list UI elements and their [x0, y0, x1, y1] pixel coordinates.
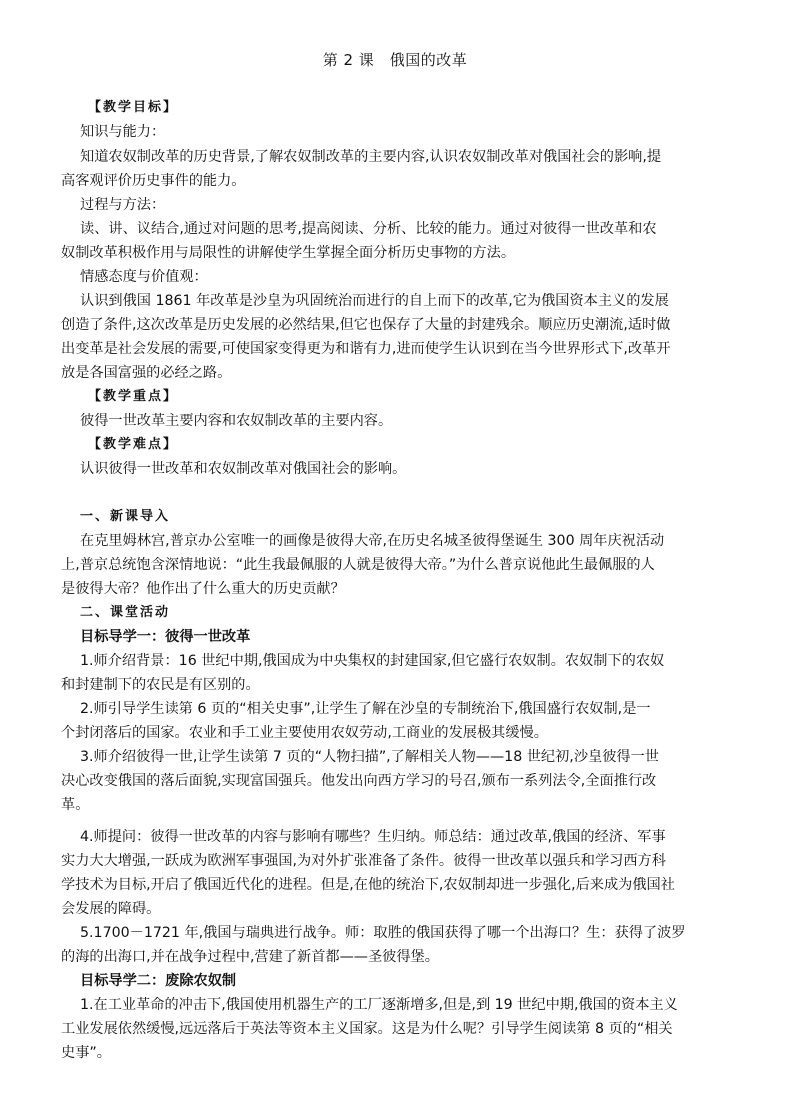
section-heading-classroom: 二、课堂活动 — [80, 605, 171, 620]
paragraph-line: 和封建制下的农民是有区别的。 — [61, 677, 260, 693]
subheading-process-method: 过程与方法： — [80, 197, 166, 213]
paragraph-line: 认识彼得一世改革和农奴制改革对俄国社会的影响。 — [80, 461, 407, 477]
paragraph-line: 是彼得大帝？他作出了什么重大的历史贡献？ — [61, 581, 345, 597]
paragraph-line: 决心改变俄国的落后面貌,实现富国强兵。他发出向西方学习的号召,颁布一系列法令,全面推行改 — [61, 773, 657, 789]
heading-teaching-difficulty: 【教学难点】 — [88, 437, 179, 452]
paragraph-line: 实力大大增强,一跃成为欧洲军事强国,为对外扩张准备了条件。彼得一世改革以强兵和学习西方科 — [61, 853, 666, 869]
paragraph-line: 知道农奴制改革的历史背景,了解农奴制改革的主要内容,认识农奴制改革对俄国社会的影响,提 — [80, 149, 662, 165]
paragraph-line: 工业发展依然缓慢,远远落后于英法等资本主义国家。这是为什么呢？引导学生阅读第 8 页的“相关 — [61, 1021, 673, 1037]
paragraph-line: 创造了条件,这次改革是历史发展的必然结果,但它也保存了大量的封建残余。顺应历史潮流,适时做 — [61, 317, 671, 333]
paragraph-line: 读、讲、议结合,通过对问题的思考,提高阅读、分析、比较的能力。通过对彼得一世改革和农 — [80, 221, 657, 237]
paragraph-line: 3.师介绍彼得一世,让学生读第 7 页的“人物扫描”,了解相关人物——18 世纪初,沙皇彼得一世 — [80, 749, 659, 765]
subheading-knowledge-ability: 知识与能力： — [80, 124, 166, 140]
paragraph-line: 2.师引导学生读第 6 页的“相关史事”,让学生了解在沙皇的专制统治下,俄国盛行农奴制,是一 — [80, 701, 651, 717]
objective-heading-peter: 目标导学一：彼得一世改革 — [80, 629, 251, 645]
paragraph-line: 1.师介绍背景：16 世纪中期,俄国成为中央集权的封建国家,但它盛行农奴制。农奴制下的农奴 — [80, 653, 665, 669]
paragraph-line: 出变革是社会发展的需要,可使国家变得更为和谐有力,进而使学生认识到在当今世界形式下,改革开 — [61, 341, 671, 357]
paragraph-line: 个封闭落后的国家。农业和手工业主要使用农奴劳动,工商业的发展极其缓慢。 — [61, 725, 548, 741]
heading-teaching-objectives: 【教学目标】 — [88, 100, 179, 115]
paragraph-line: 奴制改革积极作用与局限性的讲解使学生掌握全面分析历史事物的方法。 — [61, 245, 516, 261]
page-title: 第 2 课 俄国的改革 — [322, 51, 468, 69]
paragraph-line: 革。 — [61, 797, 90, 813]
paragraph-line: 1.在工业革命的冲击下,俄国使用机器生产的工厂逐渐增多,但是,到 19 世纪中期,俄国的资本主义 — [80, 997, 678, 1013]
objective-heading-serfdom: 目标导学二：废除农奴制 — [80, 973, 237, 989]
paragraph-line: 认识到俄国 1861 年改革是沙皇为巩固统治而进行的自上而下的改革,它为俄国资本主义的发展 — [80, 293, 669, 309]
paragraph-line: 史事”。 — [61, 1045, 111, 1061]
paragraph-line: 上,普京总统饱含深情地说：“此生我最佩服的人就是彼得大帝。”为什么普京说他此生最佩服的人 — [61, 557, 655, 573]
section-heading-intro: 一、新课导入 — [80, 509, 171, 524]
paragraph-line: 高客观评价历史事件的能力。 — [61, 173, 246, 189]
paragraph-line: 4.师提问：彼得一世改革的内容与影响有哪些？生归纳。师总结：通过改革,俄国的经济、军事 — [80, 829, 666, 845]
paragraph-line: 学技术为目标,开启了俄国近代化的进程。但是,在他的统治下,农奴制却进一步强化,后来成为俄国社 — [61, 877, 675, 893]
subheading-emotion-values: 情感态度与价值观： — [80, 269, 208, 285]
paragraph-line: 会发展的障碍。 — [61, 901, 161, 917]
heading-teaching-focus: 【教学重点】 — [88, 389, 179, 404]
paragraph-line: 彼得一世改革主要内容和农奴制改革的主要内容。 — [80, 413, 393, 429]
paragraph-line: 放是各国富强的必经之路。 — [61, 365, 232, 381]
paragraph-line: 的海的出海口,并在战争过程中,营建了新首都——圣彼得堡。 — [61, 949, 439, 965]
paragraph-line: 5.1700－1721 年,俄国与瑞典进行战争。师：取胜的俄国获得了哪一个出海口？生：获得了波罗 — [80, 925, 686, 941]
paragraph-line: 在克里姆林宫,普京办公室唯一的画像是彼得大帝,在历史名城圣彼得堡诞生 300 周年庆祝活动 — [80, 533, 665, 549]
